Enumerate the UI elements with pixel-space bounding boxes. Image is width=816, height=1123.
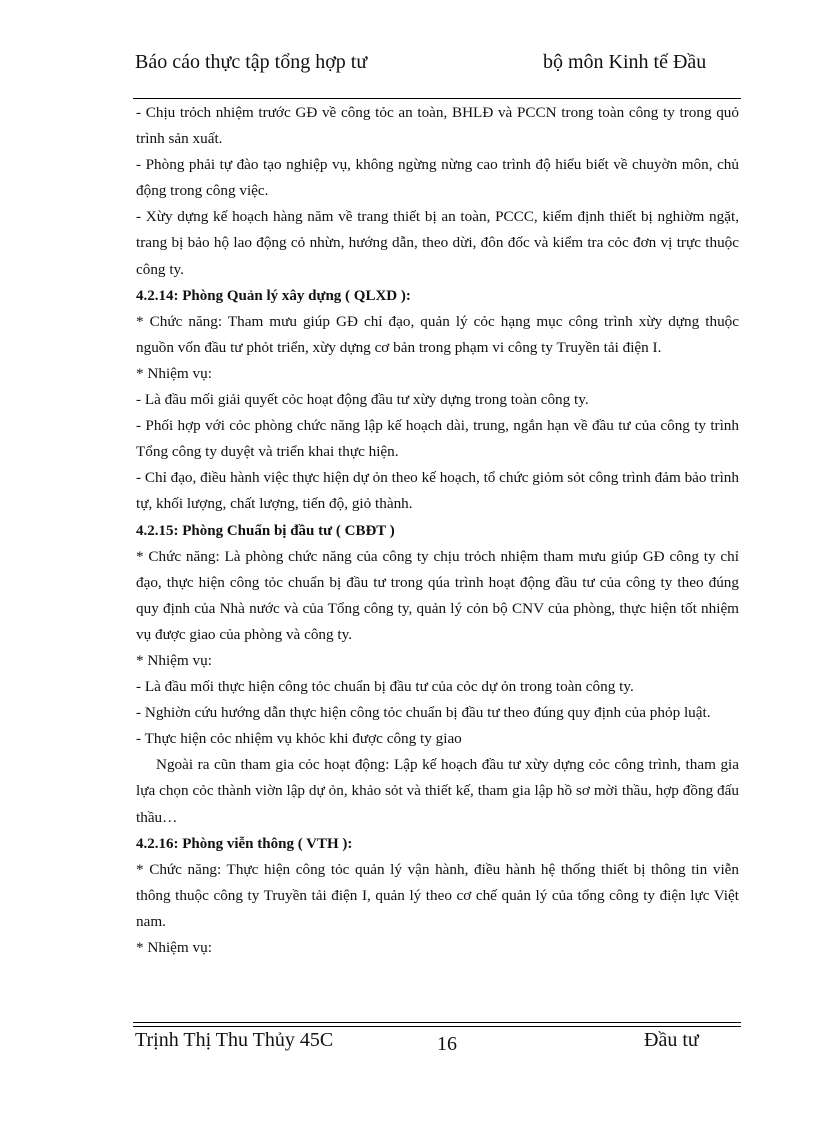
paragraph: - Thực hiện cỏc nhiệm vụ khỏc khi được công ty giao	[136, 730, 462, 748]
paragraph: - Phòng phải tự đào tạo nghiệp vụ, không ngừng nừng cao trình độ hiểu biết về chuyờn môn, chủ động trong công việc.	[136, 156, 739, 200]
footer-department: Đầu tư	[644, 1029, 699, 1051]
paragraph: - Phối hợp với cỏc phòng chức năng lập kế hoạch dài, trung, ngắn hạn về đầu tư của công ty trình Tổng công ty duyệt và triển khai thực hiện.	[136, 417, 739, 461]
page-number: 16	[437, 1033, 457, 1055]
footer-rule	[133, 1022, 741, 1023]
page-body	[136, 100, 739, 961]
section-heading-cbdt: 4.2.15: Phòng Chuẩn bị đầu tư ( CBĐT )	[136, 522, 395, 539]
header-document-title: Báo cáo thực tập tổng hợp tư	[135, 51, 368, 73]
paragraph: - Chịu trỏch nhiệm trước GĐ về công tỏc an toàn, BHLĐ và PCCN trong toàn công ty trong quỏ trình sản xuất.	[136, 104, 739, 148]
paragraph: * Nhiệm vụ:	[136, 939, 212, 956]
paragraph: * Nhiệm vụ:	[136, 364, 212, 382]
paragraph: Ngoài ra cũn tham gia cỏc hoạt động: Lập kế hoạch đầu tư xừy dựng cỏc công trình, tham gia lựa chọn cỏc thành viờn lập dự ỏn, khảo sỏt và thiết kế, tham gia lập hồ sơ mời thầu, hợp đồng đấu thầu…	[136, 756, 739, 826]
paragraph: * Chức năng: Tham mưu giúp GĐ chỉ đạo, quản lý cỏc hạng mục công trình xừy dựng thuộc nguồn vốn đầu tư phỏt triển, xừy dựng cơ bản trong phạm vi công ty Truyền tải điện I.	[136, 312, 739, 356]
paragraph: - Xừy dựng kế hoạch hàng năm về trang thiết bị an toàn, PCCC, kiểm định thiết bị nghiờm ngặt, trang bị bảo hộ lao động cỏ nhừn, hướng dẫn, theo dừi, đôn đốc và kiểm tra cỏc đơn vị trực thuộc công ty.	[136, 208, 739, 278]
section-heading-qlxd: 4.2.14: Phòng Quản lý xây dựng ( QLXD ):	[136, 287, 411, 304]
section-heading-vth: 4.2.16: Phòng viễn thông ( VTH ):	[136, 835, 353, 852]
paragraph: * Chức năng: Thực hiện công tỏc quản lý vận hành, điều hành hệ thống thiết bị thông tin viễn thông thuộc công ty Truyền tải điện I, quản lý theo cơ chế quản lý của tổng công ty điện lực Việt nam.	[136, 860, 739, 930]
paragraph: - Là đầu mối giải quyết cỏc hoạt động đầu tư xừy dựng trong toàn công ty.	[136, 391, 589, 409]
paragraph: - Chỉ đạo, điều hành việc thực hiện dự ỏn theo kế hoạch, tổ chức giỏm sỏt công trình đảm bảo trình tự, khối lượng, chất lượng, tiến độ, giỏ thành.	[136, 469, 739, 513]
paragraph: - Là đầu mối thực hiện công tỏc chuẩn bị đầu tư của cỏc dự ỏn trong toàn công ty.	[136, 678, 634, 696]
footer-author: Trịnh Thị Thu Thủy 45C	[135, 1029, 334, 1051]
paragraph: * Chức năng: Là phòng chức năng của công ty chịu trỏch nhiệm tham mưu giúp GĐ công ty chỉ đạo, thực hiện công tỏc chuẩn bị đầu tư trong qúa trình hoạt động đầu tư của công ty theo đúng quy định của Nhà nước và của Tổng công ty, quản lý cỏn bộ CNV của phòng, thực hiện tốt nhiệm vụ được giao của phòng và công ty.	[136, 547, 739, 643]
header-department: bộ môn Kinh tế Đầu	[543, 51, 707, 73]
header-rule	[133, 98, 741, 99]
paragraph: * Nhiệm vụ:	[136, 651, 212, 669]
paragraph: - Nghiờn cứu hướng dẫn thực hiện công tỏc chuẩn bị đầu tư theo đúng quy định của phỏp luật.	[136, 704, 711, 722]
footer-rule	[133, 1026, 741, 1027]
